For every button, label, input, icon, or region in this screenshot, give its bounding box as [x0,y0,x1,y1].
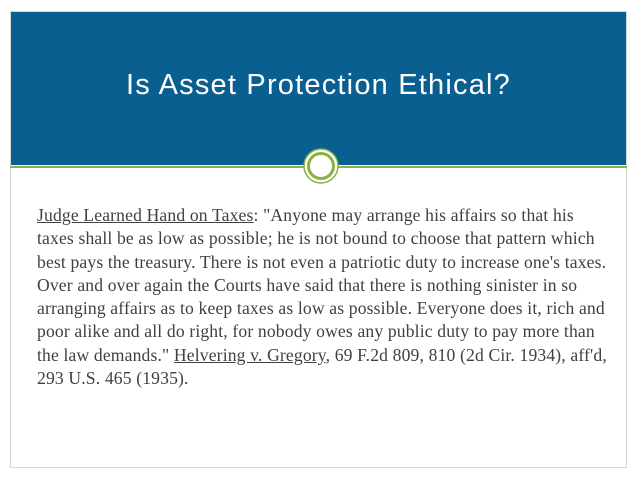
helvering-case-link[interactable]: Helvering v. Gregory [173,344,326,365]
slide-title: Is Asset Protection Ethical? [126,69,511,101]
judge-hand-link[interactable]: Judge Learned Hand on Taxes [37,205,254,225]
quote-text: : "Anyone may arrange his affairs so that his taxes shall be as low as possible; he is not bound to choose that pattern which best pays the treasury. There is not even a patriotic duty to increase one's taxes. Over and over again the Courts have said that there is nothing sinister in so arranging affairs as to keep taxes as low as possible. Everyone does it, rich and poor alike and all do right, for nobody owes any public duty to pay more than the law demands." [37,205,607,365]
citation-text: , 69 F.2d 809, 810 (2d Cir. 1934), aff'd, 293 U.S. 465 (1935). [37,344,607,389]
quote-paragraph [37,204,611,390]
circle-ornament-icon [303,148,339,184]
